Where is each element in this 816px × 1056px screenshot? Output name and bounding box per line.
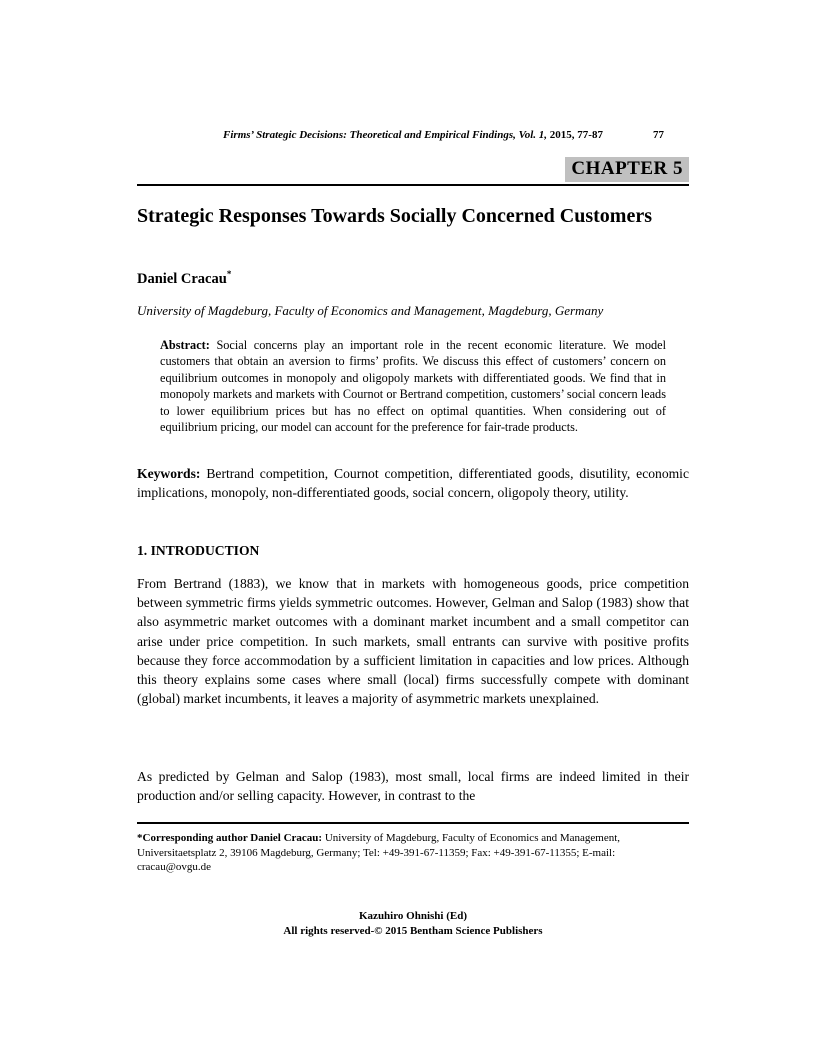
footer-editor-line: Kazuhiro Ohnishi (Ed) (359, 910, 467, 922)
corresponding-author-footnote (137, 831, 689, 875)
page-number: 77 (653, 129, 664, 141)
footnote-label: *Corresponding author Daniel Cracau: (137, 832, 323, 844)
author-footnote-marker: * (226, 269, 232, 280)
header-rule (137, 184, 689, 186)
section-heading-introduction: 1. INTRODUCTION (137, 543, 260, 558)
intro-paragraph-2: As predicted by Gelman and Salop (1983), most small, local firms are indeed limited in their production and/or selling capacity. However, in contrast to the (137, 769, 689, 804)
intro-paragraph-1: From Bertrand (1883), we know that in markets with homogeneous goods, price competition between symmetric firms yields symmetric outcomes. However, Gelman and Salop (1983) show that also asymmetric market outcomes with a dominant market incumbent and a small competitor can arise under price competition. In such markets, small entrants can survive with positive profits because they force accommodation by a sufficient limitation in capacities and low prices. Although this theory explains some cases where small (local) firms successfully compete with dominant (global) market incumbents, it leaves a majority of asymmetric markets unexplained. (137, 576, 689, 707)
chapter-title: Strategic Responses Towards Socially Concerned Customers (137, 205, 652, 227)
footnote-text: University of Magdeburg, Faculty of Economics and Management, Universitaetsplatz 2, 39106 Magdeburg, Germany; Tel: +49-391-67-11359; Fax: +49-391-67-11355; E-mail: cracau@ovgu.de (137, 832, 621, 874)
abstract-label: Abstract: (160, 338, 210, 352)
publisher-footer (137, 909, 689, 938)
chapter-badge-row (137, 157, 689, 182)
keywords-label: Keywords: (137, 466, 201, 481)
keywords-text: Bertrand competition, Cournot competition, differentiated goods, disutility, economic implications, monopoly, non-differentiated goods, social concern, oligopoly theory, utility. (137, 466, 689, 500)
author-affiliation: University of Magdeburg, Faculty of Economics and Management, Magdeburg, Germany (137, 303, 604, 318)
footer-copyright-line: All rights reserved-© 2015 Bentham Science Publishers (283, 924, 543, 937)
abstract-block (160, 337, 666, 436)
author-line (137, 271, 689, 288)
keywords-block (137, 464, 689, 502)
chapter-badge: CHAPTER 5 (565, 157, 689, 182)
running-title-upright: 2015, 77-87 (547, 129, 603, 141)
footnote-rule (137, 822, 689, 824)
running-header (137, 129, 689, 141)
running-title-italic: Firms’ Strategic Decisions: Theoretical and Empirical Findings, Vol. 1, (223, 129, 548, 141)
author-name: Daniel Cracau (137, 271, 227, 287)
abstract-text: Social concerns play an important role in the recent economic literature. We model customers that obtain an aversion to firms’ profits. We discuss this effect of customers’ concern on equilibrium outcomes in monopoly and oligopoly markets with differentiated goods. We find that in monopoly markets and markets with Cournot or Bertrand competition, customers’ social concern leads to lower equilibrium prices but has no effect on optimal quantities. When considering out of equilibrium pricing, our model can account for the preference for fair-trade products. (160, 338, 666, 435)
